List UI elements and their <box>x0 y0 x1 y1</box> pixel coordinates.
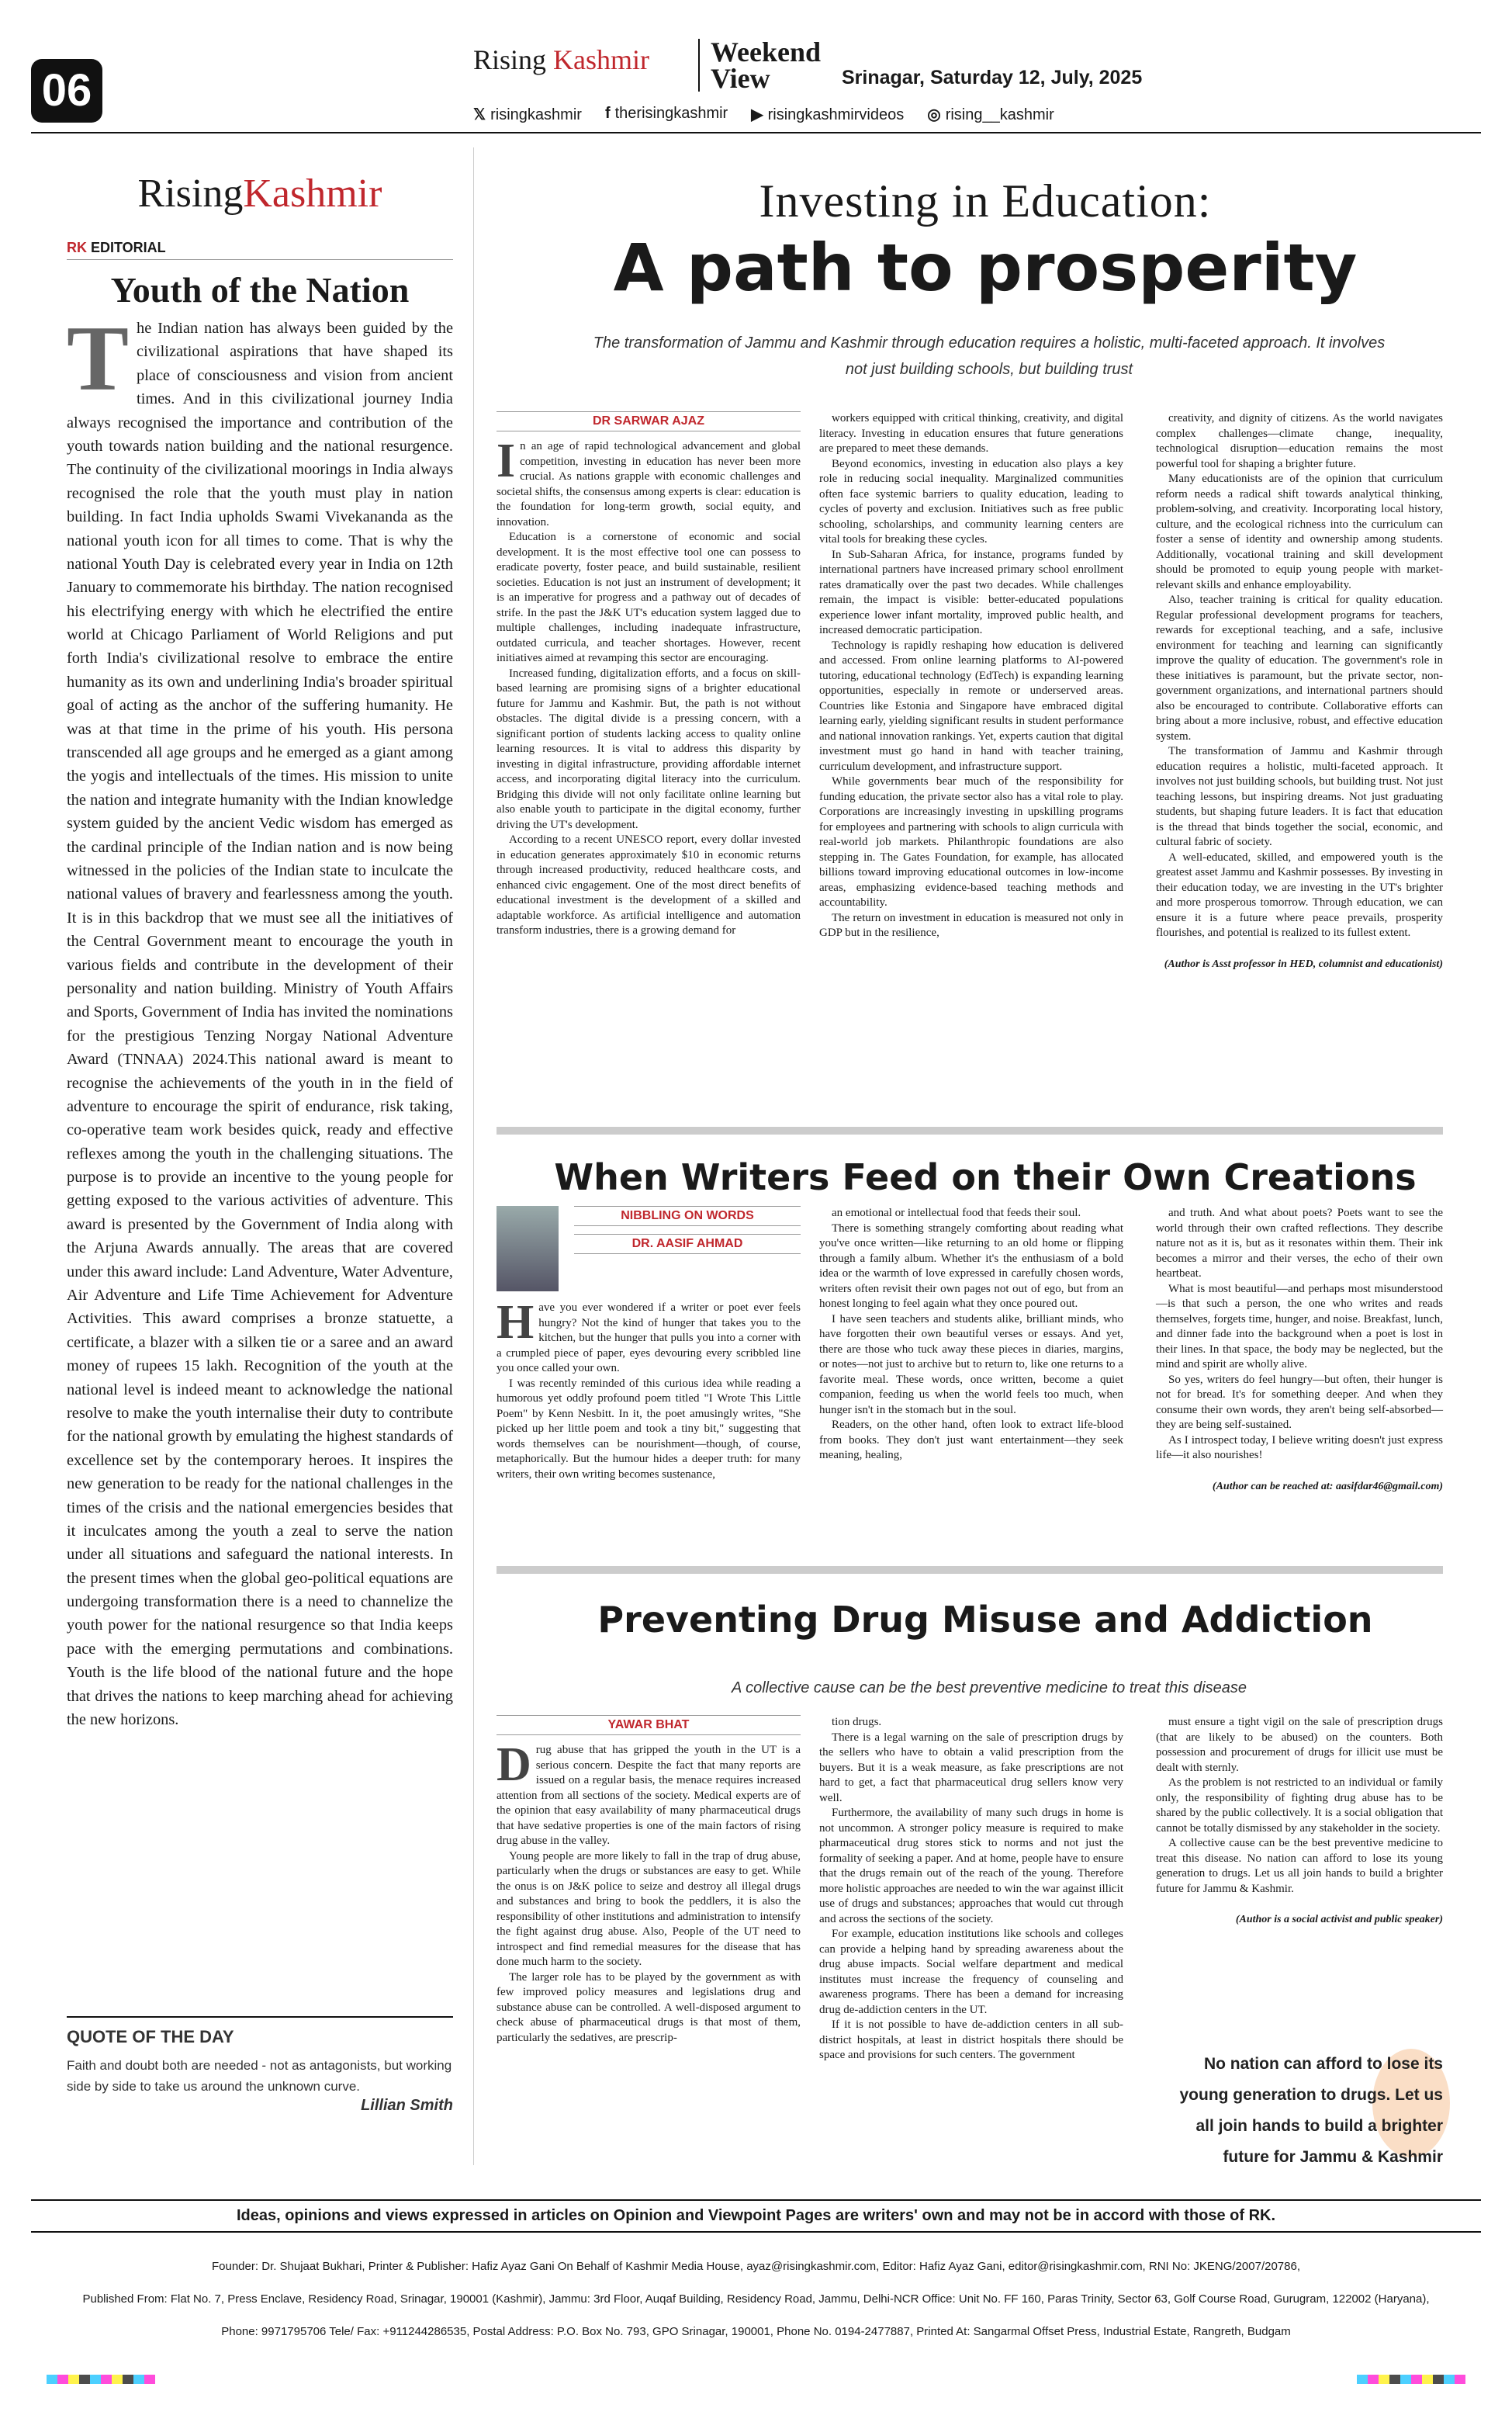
article1-col2 <box>819 411 1123 941</box>
editorial-column <box>67 163 453 1731</box>
article3-paragraph <box>819 2018 1123 2063</box>
weekend-word: Weekend <box>711 36 822 68</box>
imprint-line: Phone: 9971795706 Tele/ Fax: +911244286535, Postal Address: P.O. Box No. 793, GPO Srinagar, 190001, Phone No. 0194-2477887, Printed At: Sangarmal Offset Press, Industrial Estate, Rangreth, Budgam <box>221 2325 1291 2338</box>
paragraph-text: n an age of rapid technological advancement and global competition, investing in education has never been more crucial. As nations grapple with economic challenges and societal shifts, the consensus among experts is clear: education is the foundation for long-term growth, social equity, and innovation. <box>497 440 801 528</box>
article3-paragraph <box>819 1806 1123 1927</box>
article1-author-note: (Author is Asst professor in HED, columnist and educationist) <box>1164 958 1443 970</box>
article2-byline <box>574 1206 801 1254</box>
masthead-logo[interactable] <box>473 43 649 76</box>
article2-col2 <box>819 1206 1123 1464</box>
article2-section: NIBBLING ON WORDS <box>574 1206 801 1226</box>
editorial-label-text: EDITORIAL <box>91 240 166 255</box>
article1-paragraph <box>1156 744 1443 851</box>
article2-paragraph <box>1156 1373 1443 1433</box>
paragraph-text: There is a legal warning on the sale of prescription drugs by the sellers who have to obtain a valid prescription from the buyers. But it is a weak measure, as fake prescriptions are not hard to get, a fact that pharmaceutical drug sellers know very well. <box>819 1731 1123 1804</box>
paragraph-text: an emotional or intellectual food that feeds their soul. <box>832 1207 1081 1219</box>
article3-paragraph <box>819 1715 1123 1731</box>
paragraph-text: While governments bear much of the responsibility for funding education, the private sector also has a vital role to play. Corporations are increasingly investing in upskilling programs for employees and partnering with schools to align curricula with real-world job markets. Philanthropic foundations are also stepping in. The Gates Foundation, for example, has allocated billions toward improving educational outcomes in low-income areas, emphasizing evidence-based teaching methods and accountability. <box>819 775 1123 909</box>
social-instagram[interactable] <box>927 105 1054 124</box>
facebook-icon: f <box>604 105 611 122</box>
paragraph-text: Also, teacher training is critical for quality education. Regular professional development programs for teachers, rewards for exceptional teaching, and a safe, inclusive environment for teaching and learning can significantly improve the quality of education. The government's role in these initiatives is paramount, but the private sector, non-government organizations, and international partners should also be encouraged to contribute. Collaborative efforts can bring about a more inclusive, robust, and effective education system. <box>1156 594 1443 743</box>
article2-paragraph <box>497 1296 801 1377</box>
masthead-rising: Rising <box>473 44 554 75</box>
editorial-text: he Indian nation has always been guided by the civilizational aspirations that have shaped its place of consciousness and vision from ancient times. And in this civilizational journey India always recognised the importance and contribution of the youth towards nation building and the national resurgence. The continuity of the civilizational moorings in India always recognised the role that the youth must play in nation building. In fact India upholds Swami Vivekananda as the national youth icon for all times to come. That is why the national Youth Day is celebrated every year in India on 12th January to commemorate his birthday. The nation recognised his electrifying energy with which he electrified the entire world at Chicago Parliament of World Religions and put forth India's civilizational resolve to embrace the entire humanity as its own and underlining India's broader spiritual goal of acting as the anchor of the suffering humanity. He was at that time in the prime of his youth. His persona transcended all age groups and he emerged as a giant among the yogis and intellectuals of the times. His mission to unite the nation and integrate humanity with the Indian knowledge system guided by the ancient Vedic wisdom has emerged as the cardinal principle of the Indian nation and is now being witnessed in the policies of the Indian state to inculcate the national values of bravery and fearlessness among the youth. It is in this backdrop that we must see all the initiatives of the Central Government meant to encourage the youth in various fields and contribute in the development of their personality and nation building. Ministry of Youth Affairs and Sports, Government of India has invited the nominations for the prestigious Tenzing Norgay National Adventure Award (TNNAA) 2024.This national award is meant to recognise the achievements of the youth in in the field of adventure to encourage the spirit of endurance, risk taking, co-operative team work besides quick, ready and effective reflexes among the youth in the challenging situations. The purpose is to provide an incentive to the young people for getting exposed to the various activities of adventure. This award is presented by the Government of India along with the Arjuna Awards annually. The areas that are covered under this award include: Land Adventure, Water Adventure, Air Adventure and Life Time Achievement for Adventure Activities. This award comprises a bronze statuette, a certificate, a blazer with a silken tie or a saree and an award money of rupees 15 lakh. Recognition of the youth at the national level is indeed meant to acknowledge the national resolve to make the youth internalise their duty to contribute for the national growth by emulating the highest standards of excellence set by the contemporary heroes. It inspires the new generation to be ready for the national challenges in the times of the crisis and the national emergencies besides that it inculcates among the youth a zeal to serve the nation under all situations and safeguard the national interests. In the present times when the global geo-political equations are undergoing transformation there is a need to channelize the youth power for the national resurgence so that India keeps pace with the emerging permutations and combinations. Youth is the life blood of the national future and the hope that drives the nations to keep marching ahead for achieving the new horizons. <box>67 320 453 1729</box>
paragraph-text: Beyond economics, investing in education also plays a key role in reducing social inequality. Marginalized communities often face systemic barriers to quality education, leading to cycles of poverty and exclusion. Initiatives such as free public schooling, scholarships, and community learning centers are vital tools for breaking these cycles. <box>819 457 1123 546</box>
dropcap: D <box>497 1738 531 1791</box>
paragraph-text: rug abuse that has gripped the youth in the UT is a serious concern. Despite the fact that many reports are issued on a regular basis, the menace requires increased attention from all sections of the society. Medical experts are of the opinion that easy availability of many pharmaceutical drugs that have sedative properties is one of the main factors of rising drug abuse in the valley. <box>497 1744 801 1847</box>
x-icon: 𝕏 <box>473 106 486 123</box>
section-divider-2 <box>497 1566 1443 1574</box>
dateline: Srinagar, Saturday 12, July, 2025 <box>842 67 1143 88</box>
social-handle: therisingkashmir <box>614 105 728 122</box>
article2-author-note: (Author can be reached at: aasifdar46@gmail.com) <box>1212 1480 1443 1492</box>
article1-paragraph <box>497 435 801 530</box>
paragraph-text: Young people are more likely to fall in the trap of drug abuse, particularly when the drugs or substances are easy to get. While the onus is on J&K police to seize and destroy all illegal drugs and substances and bring to book the peddlers, it is also the responsibility of other institutions and administration to intensify the fight against drug abuse. Also, People of the UT need to introspect and find remedial measures for the disease that has done much harm to the society. <box>497 1849 801 1968</box>
instagram-icon: ◎ <box>927 106 941 123</box>
editorial-label <box>67 240 453 260</box>
editorial-dropcap: T <box>67 307 130 410</box>
paragraph-text: A well-educated, skilled, and empowered youth is the greatest asset Jammu and Kashmir possesses. By investing in their education today, we are investing in the UT's brighter and more prosperous tomorrow. Through education, we can ensure it is a future where peace prevails, prosperity flourishes, and potential is realized to its fullest extent. <box>1156 851 1443 939</box>
paragraph-text: In Sub-Saharan Africa, for instance, programs funded by international partners have increased primary school enrollment rates dramatically over the past two decades. While challenges remain, the impact is visible: better-educated populations experience lower infant mortality, improved public health, and increased democratic participation. <box>819 548 1123 636</box>
paragraph-text: Many educationists are of the opinion that curriculum reform needs a radical shift towards analytical thinking, problem-solving, and creativity. Incorporating local history, culture, and the ecological richness into the curriculum can foster a sense of identity and ownership among students. Additionally, vocational training and skill development should be promoted to equip young people with market-relevant skills and enhance employability. <box>1156 473 1443 591</box>
paragraph-text: As I introspect today, I believe writing doesn't just express life—it also nourishes! <box>1156 1433 1443 1461</box>
section-divider <box>497 1127 1443 1135</box>
article2-paragraph <box>1156 1282 1443 1373</box>
article2-author: DR. AASIF AHMAD <box>574 1234 801 1254</box>
article2-paragraph <box>819 1312 1123 1419</box>
paragraph-text: I was recently reminded of this curious idea while reading a humorous yet oddly profound poem titled "I Wrote This Little Poem" by Kenn Nesbitt. In it, the poet amusingly writes, "She picked up her little poem and took a tiny bit," suggesting that words themselves can be nourishment—though, of course, metaphorically. But the humour hides a deeper truth: for many writers, their own writing becomes sustenance, <box>497 1377 801 1481</box>
article3-paragraph <box>1156 1836 1443 1897</box>
article2-headline: When Writers Feed on their Own Creations <box>554 1156 1417 1198</box>
article2-paragraph <box>819 1418 1123 1464</box>
social-handles <box>473 105 1054 124</box>
article1-paragraph <box>1156 411 1443 472</box>
youtube-icon: ▶ <box>751 106 763 123</box>
article3-paragraph <box>819 1731 1123 1807</box>
social-handle: rising__kashmir <box>945 106 1054 123</box>
paragraph-text: The return on investment in education is measured not only in GDP but in the resilience, <box>819 911 1123 939</box>
paragraph-text: workers equipped with critical thinking, creativity, and digital literacy. Investing in education ensures that future generations are prepared to meet these demands. <box>819 412 1123 455</box>
social-x[interactable] <box>473 105 582 124</box>
article2-col3 <box>1156 1206 1443 1494</box>
article1-paragraph <box>819 457 1123 548</box>
article1-paragraph <box>819 911 1123 941</box>
dropcap: H <box>497 1296 535 1349</box>
imprint-line: Published From: Flat No. 7, Press Enclave, Residency Road, Srinagar, 190001 (Kashmir), Jammu: 3rd Floor, Auqaf Building, Residency Road, Jammu, Delhi-NCR Office: Unit No. FF 160, Paras Trinity, Sector 63, Golf Course Road, Gurugram, 122002 (Haryana), <box>82 2292 1430 2306</box>
article1-paragraph <box>819 774 1123 911</box>
article3-paragraph <box>1156 1715 1443 1776</box>
article3-author: YAWAR BHAT <box>497 1715 801 1735</box>
quote-author: Lillian Smith <box>361 2097 453 2115</box>
view-word: View <box>711 63 770 94</box>
paragraph-text: According to a recent UNESCO report, every dollar invested in education generates approximately $10 in economic returns through increased productivity, reduced healthcare costs, and enhanced civic engagement. One of the most direct benefits of educational investment is the development of a skilled and adaptable workforce. As artificial intelligence and automation transform industries, there is a growing demand for <box>497 833 801 937</box>
masthead-kashmir: Kashmir <box>553 44 650 75</box>
editorial-title: Youth of the Nation <box>110 270 410 310</box>
article1-headline: A path to prosperity <box>613 230 1358 306</box>
paragraph-text: Furthermore, the availability of many such drugs in home is not uncommon. A stronger policy measure is required to make pharmaceutical drug stores stick to norms and not just the formality of seeking a paper. And at home, people have to ensure that the drugs remain out of the reach of the young. Therefore more holistic approaches are needed to win the war against illicit use of drugs and substances; approaches that would cut through and across the sections of the society. <box>819 1807 1123 1925</box>
article3-author-note: (Author is a social activist and public speaker) <box>1235 1914 1443 1925</box>
article3-pullquote: No nation can afford to lose its young generation to drugs. Let us all join hands to build a brighter future for Jammu & Kashmir <box>1179 2055 1443 2166</box>
social-facebook[interactable] <box>605 105 728 124</box>
paragraph-text: and truth. And what about poets? Poets want to see the world through their own crafted reflections. They describe nature not as it is, but as it resonates within them. Their ink becomes a mirror and their verses, the echo of their own heartbeat. <box>1156 1207 1443 1280</box>
paragraph-text: Education is a cornerstone of economic and social development. It is the most effective tool one can possess to eradicate poverty, foster peace, and build sustainable, resilient societies. Education is not just an instrument of development; it is an imperative for progress and a pathway out of decades of strife. In the past the J&K UT's education system lagged due to multiple challenges, including inadequate infrastructure, outdated curricula, and teacher shortages. However, recent initiatives aimed at revamping this sector are encouraging. <box>497 531 801 664</box>
brand-kashmir: Kashmir <box>243 172 382 216</box>
dropcap: I <box>497 435 516 487</box>
paragraph-text: If it is not possible to have de-addiction centers in all sub-district hospitals, at least in district hospitals there should be space and provisions for such centers. The government <box>819 2018 1123 2061</box>
article2-paragraph <box>819 1206 1123 1221</box>
quote-of-the-day <box>67 2016 453 2115</box>
paragraph-text: Increased funding, digitalization efforts, and a focus on skill-based learning are promising signs of a brighter educational future for Jammu and Kashmir. But, the path is not without obstacles. The digital divide is a pressing concern, with a significant portion of students lacking access to quality online learning resources. It is vital to address this disparity by investing in digital infrastructure, providing affordable internet access, and incorporating digital literacy into the curriculum. Bridging this divide will not only facilitate online learning but also enable youth to participate in the digital economy, further driving the UT's development. <box>497 667 801 831</box>
article1-kicker: Investing in Education: <box>759 175 1212 227</box>
paragraph-text: What is most beautiful—and perhaps most misunderstood—is that such a person, the one who writes and reads themselves, forgets time, hunger, and noise. Breakfast, lunch, and dinner fade into the background when a poet is lost in their lines. In that space, the body may be neglected, but the mind and spirit are wholly alive. <box>1156 1282 1443 1370</box>
quote-text: Faith and doubt both are needed - not as antagonists, but working side by side to take us around the unknown curve. <box>67 2058 452 2095</box>
article3-col1 <box>497 1715 801 2046</box>
article2-paragraph <box>1156 1433 1443 1464</box>
article3-col2 <box>819 1715 1123 2063</box>
article2-col1 <box>497 1206 801 1482</box>
editorial-body <box>67 307 453 1731</box>
imprint <box>47 2251 1465 2348</box>
weekend-view-label <box>698 36 822 94</box>
article3-col3 <box>1156 1715 1443 1928</box>
registration-mark <box>1357 2375 1465 2384</box>
disclaimer: Ideas, opinions and views expressed in articles on Opinion and Viewpoint Pages are writers' own and may not be in accord with those of RK. <box>31 2199 1481 2233</box>
paragraph-text: There is something strangely comforting about reading what you've once written—like returning to an old home or flipping through a family album. Whether it's the enthusiasm of a bold idea or the warmth of love expressed in carefully chosen words, writers often revisit their own pages not out of ego, but from an honest longing to feel again what they once poured out. <box>819 1221 1123 1310</box>
paragraph-text: Readers, on the other hand, often look to extract life-blood from books. They don't just want entertainment—they seek meaning, healing, <box>819 1419 1123 1461</box>
article3-paragraph <box>1156 1776 1443 1836</box>
article1-deck: The transformation of Jammu and Kashmir through education requires a holistic, multi-faceted approach. It involves not just building schools, but building trust <box>593 334 1386 378</box>
article1-paragraph <box>497 667 801 833</box>
social-handle: risingkashmir <box>490 106 582 123</box>
article2-paragraph <box>497 1377 801 1483</box>
header-rule <box>31 132 1481 133</box>
paragraph-text: tion drugs. <box>832 1716 882 1728</box>
article1-paragraph <box>819 639 1123 775</box>
brand-rising: Rising <box>137 172 244 216</box>
article3-deck: A collective cause can be the best preventive medicine to treat this disease <box>731 1679 1247 1696</box>
article1-paragraph <box>1156 851 1443 941</box>
article1-paragraph <box>1156 593 1443 744</box>
paragraph-text: The transformation of Jammu and Kashmir through education requires a holistic, multi-faceted approach. It involves not just building schools, but building trust. Not just teaching lessons, but inspiring dreams. Not just graduating students, but shaping future leaders. It is fact that education is the thread that binds together the social, economic, and cultural fabric of society. <box>1156 745 1443 848</box>
imprint-line: Founder: Dr. Shujaat Bukhari, Printer & Publisher: Hafiz Ayaz Gani On Behalf of Kashmir Media House, ayaz@risingkashmir.com, Editor: Hafiz Ayaz Gani, editor@risingkashmir.com, RNI No: JKENG/2007/20786, <box>211 2260 1300 2273</box>
paragraph-text: creativity, and dignity of citizens. As the world navigates complex challenges—climate change, inequality, technological disruption—education remains the most powerful tool for shaping a brighter future. <box>1156 412 1443 470</box>
social-handle: risingkashmirvideos <box>767 106 905 123</box>
article1-paragraph <box>1156 472 1443 593</box>
article3-paragraph <box>497 1738 801 1849</box>
article2-paragraph <box>1156 1206 1443 1282</box>
paragraph-text: For example, education institutions like schools and colleges can provide a helping hand by spreading awareness about the drug abuse impacts. Social welfare department and medical institutes must increase the frequency of counseling and awareness programs. There has been a demand for increasing drug de-addiction centers in the UT. <box>819 1928 1123 2016</box>
article1-paragraph <box>819 411 1123 457</box>
article3-paragraph <box>497 1849 801 1970</box>
paragraph-text: A collective cause can be the best preventive medicine to treat this disease. No nation can afford to lose its young generation to drugs. Let us all join hands to build a brighter future for Jammu & Kashmir. <box>1156 1837 1443 1895</box>
article3-headline: Preventing Drug Misuse and Addiction <box>597 1599 1373 1641</box>
paragraph-text: Technology is rapidly reshaping how education is delivered and accessed. From online learning platforms to AI-powered tutoring, educational technology (EdTech) is expanding learning opportunities, especially in remote or underserved areas. Countries like Estonia and Singapore have embraced digital learning early, yielding significant results in student performance and national innovation rankings. Yet, experts caution that digital investment must go hand in hand with teacher training, curriculum development, and infrastructure support. <box>819 639 1123 773</box>
editorial-label-rk: RK <box>67 240 91 255</box>
paragraph-text: ave you ever wondered if a writer or poet ever feels hungry? Not the kind of hunger that takes you to the kitchen, but the hunger that pulls you into a corner with a crumpled piece of paper, eyes devouring every scribbled line you once called your own. <box>497 1301 801 1374</box>
article1-paragraph <box>819 548 1123 639</box>
article1-col1 <box>497 411 801 939</box>
paragraph-text: The larger role has to be played by the government as with few improved policy measures and legislations drug and substance abuse can be controlled. A well-disposed argument to check abuse of pharmaceutical drugs is that most of them, particularly the sedatives, are prescrip- <box>497 1970 801 2044</box>
article3-paragraph <box>819 1927 1123 2018</box>
article1-author: DR SARWAR AJAZ <box>497 411 801 431</box>
page-number: 06 <box>31 59 102 123</box>
article2-paragraph <box>819 1221 1123 1312</box>
quote-heading: QUOTE OF THE DAY <box>67 2027 234 2046</box>
paragraph-text: I have seen teachers and students alike, brilliant minds, who have forgotten their own beautiful verses or essays. And yet, there are those who tuck away these pieces in diaries, margins, or notes—not just to archive but to return to, like one returns to a favorite meal. These words, once written, become a quiet companion, feeding us when the world feels too much, when hunger isn't in the stomach but in the soul. <box>819 1312 1123 1416</box>
social-youtube[interactable] <box>751 105 904 124</box>
registration-mark <box>47 2375 155 2384</box>
article1-paragraph <box>497 530 801 667</box>
paragraph-text: must ensure a tight vigil on the sale of prescription drugs (that are likely to be abused) on the counters. Both possession and procurement of drugs for illicit use must be dealt with sternly. <box>1156 1716 1443 1774</box>
paragraph-text: As the problem is not restricted to an individual or family only, the responsibility of fighting drug abuse has to be shared by the public collectively. It is a social obligation that cannot be totally dismissed by any stakeholder in the society. <box>1156 1776 1443 1835</box>
article1-col3 <box>1156 411 1443 972</box>
rk-brand-logo <box>67 171 453 217</box>
article1-paragraph <box>497 833 801 939</box>
paragraph-text: So yes, writers do feel hungry—but often, their hunger is not for bread. It's for something deeper. And when they consume their own words, they aren't being self-absorbed—they are being self-sustained. <box>1156 1373 1443 1431</box>
article3-paragraph <box>497 1970 801 2046</box>
column-divider <box>473 147 474 2165</box>
